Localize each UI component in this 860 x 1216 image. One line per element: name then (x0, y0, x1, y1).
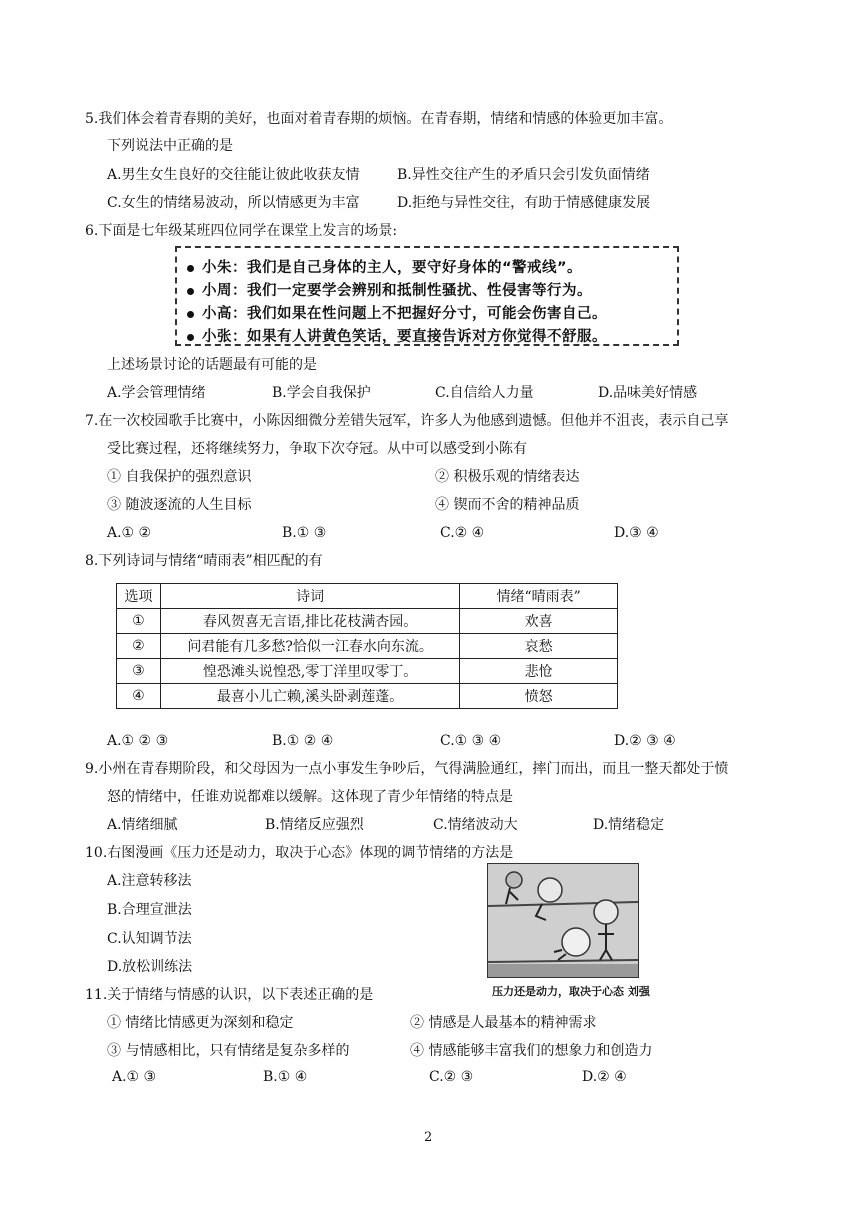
quote-item (187, 325, 607, 346)
table-row (117, 609, 618, 634)
page-number: 2 (424, 1130, 433, 1145)
table-header-row (117, 584, 618, 609)
quote-item (187, 279, 592, 300)
table-cell: ① (117, 609, 161, 634)
q8-option-b: B.① ② ④ (272, 733, 334, 749)
table-cell: 问君能有几多愁?恰似一江春水向东流。 (160, 634, 459, 659)
table-row (117, 659, 618, 684)
q5-option-d: D.拒绝与异性交往，有助于情感健康发展 (397, 195, 651, 211)
q6-option-c: C.自信给人力量 (435, 385, 534, 401)
q7-option-d: D.③ ④ (614, 525, 659, 541)
q7-option-b: B.① ③ (282, 525, 327, 541)
table-cell: 最喜小儿亡赖,溪头卧剥莲蓬。 (160, 684, 459, 709)
table-cell: 悲怆 (460, 659, 618, 684)
q6-quote-box (175, 246, 679, 346)
table-cell: 愤怒 (460, 684, 618, 709)
quote-text: 小朱：我们是自己身体的主人，要守好身体的“警戒线”。 (202, 260, 583, 276)
q8-option-a: A.① ② ③ (107, 733, 169, 749)
q7-option-c: C.② ④ (440, 525, 485, 541)
q11-statement-2: ② 情感是人最基本的精神需求 (410, 1015, 597, 1031)
q11-option-b: B.① ④ (263, 1069, 308, 1085)
quote-text: 小张：如果有人讲黄色笑话，要直接告诉对方你觉得不舒服。 (202, 329, 607, 345)
quote-text: 小高：我们如果在性问题上不把握好分寸，可能会伤害自己。 (202, 306, 607, 322)
q9-stem-line2: 怒的情绪中，任谁劝说都难以缓解。这体现了青少年情绪的特点是 (107, 789, 513, 805)
q11-statement-1: ① 情绪比情感更为深刻和稳定 (107, 1015, 294, 1031)
bullet-icon (187, 334, 194, 341)
q11-option-c: C.② ③ (429, 1069, 474, 1085)
q6-stem-line2: 上述场景讨论的话题最有可能的是 (107, 357, 317, 373)
q9-option-a: A.情绪细腻 (107, 817, 178, 833)
q10-option-b: B.合理宣泄法 (107, 902, 192, 918)
q9-stem-line1: 9.小州在青春期阶段，和父母因为一点小事发生争吵后，气得满脸通红，摔门而出，而且一整天都处于愤 (85, 761, 729, 777)
q8-stem: 8.下列诗词与情绪“晴雨表”相匹配的有 (85, 553, 323, 569)
q6-stem: 6.下面是七年级某班四位同学在课堂上发言的场景: (85, 223, 398, 239)
q6-option-d: D.品味美好情感 (598, 385, 698, 401)
poem-emotion-table (116, 583, 618, 709)
table-header-cell: 选项 (117, 584, 161, 609)
pressure-cartoon-image (487, 863, 639, 978)
table-cell: 欢喜 (460, 609, 618, 634)
bullet-icon (187, 311, 194, 318)
q7-statement-3: ③ 随波逐流的人生目标 (107, 497, 252, 513)
bullet-icon (187, 288, 194, 295)
table-cell: 哀愁 (460, 634, 618, 659)
q6-option-b: B.学会自我保护 (272, 385, 371, 401)
table-header-cell: 诗词 (160, 584, 459, 609)
bullet-icon (187, 265, 194, 272)
q11-option-d: D.② ④ (582, 1069, 627, 1085)
q5-option-a: A.男生女生良好的交往能让彼此收获友情 (107, 167, 360, 183)
q11-statement-3: ③ 与情感相比，只有情绪是复杂多样的 (107, 1043, 350, 1059)
q7-statement-2: ② 积极乐观的情绪表达 (435, 469, 580, 485)
table-cell: ④ (117, 684, 161, 709)
q9-option-c: C.情绪波动大 (433, 817, 518, 833)
table-row (117, 684, 618, 709)
q10-stem: 10.右图漫画《压力还是动力，取决于心态》体现的调节情绪的方法是 (85, 845, 514, 861)
q9-option-b: B.情绪反应强烈 (265, 817, 364, 833)
q11-stem: 11.关于情绪与情感的认识，以下表述正确的是 (85, 987, 374, 1003)
q11-statement-4: ④ 情感能够丰富我们的想象力和创造力 (410, 1043, 653, 1059)
table-row (117, 634, 618, 659)
table-cell: 惶恐滩头说惶恐,零丁洋里叹零丁。 (160, 659, 459, 684)
q11-option-a: A.① ③ (112, 1069, 157, 1085)
quote-item (187, 256, 582, 277)
table-cell: 春风贺喜无言语,排比花枝满杏园。 (160, 609, 459, 634)
quote-item (187, 302, 607, 323)
table-header-cell: 情绪“晴雨表” (460, 584, 618, 609)
q8-option-d: D.② ③ ④ (614, 733, 676, 749)
table-cell: ③ (117, 659, 161, 684)
table-cell: ② (117, 634, 161, 659)
q10-option-a: A.注意转移法 (107, 873, 192, 889)
q5-option-c: C.女生的情绪易波动，所以情感更为丰富 (107, 195, 360, 211)
q7-statement-1: ① 自我保护的强烈意识 (107, 469, 252, 485)
q7-stem-line1: 7.在一次校园歌手比赛中，小陈因细微分差错失冠军，许多人为他感到遗憾。但他并不沮丧，表示自己享 (85, 413, 729, 429)
q7-option-a: A.① ② (107, 525, 152, 541)
q7-stem-line2: 受比赛过程，还将继续努力，争取下次夺冠。从中可以感受到小陈有 (107, 441, 527, 457)
q9-option-d: D.情绪稳定 (593, 817, 665, 833)
q7-statement-4: ④ 锲而不舍的精神品质 (435, 497, 580, 513)
q5-stem-line2: 下列说法中正确的是 (107, 138, 233, 154)
q5-option-b: B.异性交往产生的矛盾只会引发负面情绪 (397, 167, 650, 183)
q10-option-d: D.放松训练法 (107, 959, 193, 975)
q6-option-a: A.学会管理情绪 (107, 385, 206, 401)
q10-option-c: C.认知调节法 (107, 931, 192, 947)
cartoon-caption: 压力还是动力，取决于心态 刘强 (492, 985, 650, 998)
q8-option-c: C.① ③ ④ (440, 733, 502, 749)
q5-stem-line1: 5.我们体会着青春期的美好，也面对着青春期的烦恼。在青春期，情绪和情感的体验更加丰富。 (85, 111, 673, 127)
quote-text: 小周：我们一定要学会辨别和抵制性骚扰、性侵害等行为。 (202, 283, 592, 299)
